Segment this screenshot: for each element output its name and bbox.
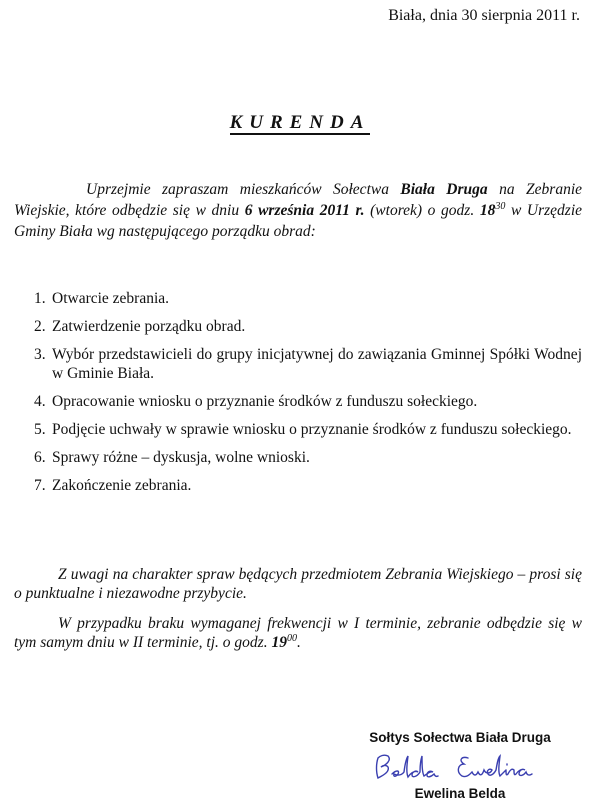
quorum-note-minutes: 00 — [286, 633, 297, 644]
agenda-item-text: Podjęcie uchwały w sprawie wniosku o przyznanie środków z funduszu sołeckiego. — [52, 421, 572, 438]
intro-paragraph — [14, 179, 582, 242]
agenda-item-number: 7. — [34, 477, 46, 494]
punctuality-note — [14, 565, 582, 603]
agenda-item — [34, 317, 582, 336]
agenda-item-text: Sprawy różne – dyskusja, wolne wnioski. — [52, 449, 310, 466]
intro-text-1: Uprzejmie zapraszam mieszkańców Sołectwa — [86, 181, 401, 198]
signature-stroke-firstname — [458, 756, 532, 777]
document-title — [0, 112, 600, 134]
agenda-item-number: 5. — [34, 421, 46, 438]
agenda-item — [34, 476, 582, 495]
intro-minutes: 30 — [495, 201, 506, 212]
agenda-item — [34, 420, 582, 439]
agenda-item-text: Zatwierdzenie porządku obrad. — [52, 318, 246, 335]
signature-stroke-surname — [377, 755, 439, 778]
agenda-item-text: Otwarcie zebrania. — [52, 290, 170, 307]
quorum-note-end: . — [296, 634, 301, 651]
signatory-name: Ewelina Belda — [414, 786, 506, 801]
intro-text-2: na Zebranie Wiejskie, które odbędzie się w dniu — [14, 181, 582, 219]
agenda-item — [34, 345, 582, 383]
intro-village-name: Biała Druga — [400, 181, 488, 198]
intro-meeting-date: 6 września 2011 r. — [244, 202, 365, 219]
quorum-note — [14, 614, 582, 652]
agenda-item-text: Zakończenie zebrania. — [52, 477, 192, 494]
quorum-note-hour: 19 — [271, 634, 287, 651]
intro-text-3: (wtorek) o godz. — [364, 202, 480, 219]
agenda-item — [34, 392, 582, 411]
agenda-item-number: 1. — [34, 290, 46, 307]
agenda-item-text: Wybór przedstawicieli do grupy inicjatywnej do zawiązania Gminnej Spółki Wodnej w Gminie Biała. — [52, 346, 582, 382]
agenda-item — [34, 448, 582, 467]
agenda-item — [34, 289, 582, 308]
agenda-item-number: 6. — [34, 449, 46, 466]
agenda-item-number: 4. — [34, 393, 46, 410]
intro-hour: 18 — [479, 202, 496, 219]
agenda-item-text: Opracowanie wniosku o przyznanie środków z funduszu sołeckiego. — [52, 393, 478, 410]
handwritten-signature — [372, 750, 552, 784]
intro-text-4: w Urzędzie Gminy Biała wg następującego porządku obrad: — [14, 202, 583, 240]
quorum-note-text: W przypadku braku wymaganej frekwencji w I terminie, zebranie odbędzie się w tym samym dniu w II terminie, tj. o godz. — [14, 615, 582, 651]
place-date: Biała, dnia 30 sierpnia 2011 r. — [388, 7, 580, 24]
agenda-item-number: 3. — [34, 346, 46, 363]
agenda-list — [34, 289, 582, 504]
punctuality-note-text: Z uwagi na charakter spraw będących przedmiotem Zebrania Wiejskiego – prosi się o punktualne i niezawodne przybycie. — [14, 566, 582, 602]
signatory-title: Sołtys Sołectwa Biała Druga — [369, 730, 551, 745]
agenda-item-number: 2. — [34, 318, 46, 335]
title-text: KURENDA — [229, 112, 371, 133]
